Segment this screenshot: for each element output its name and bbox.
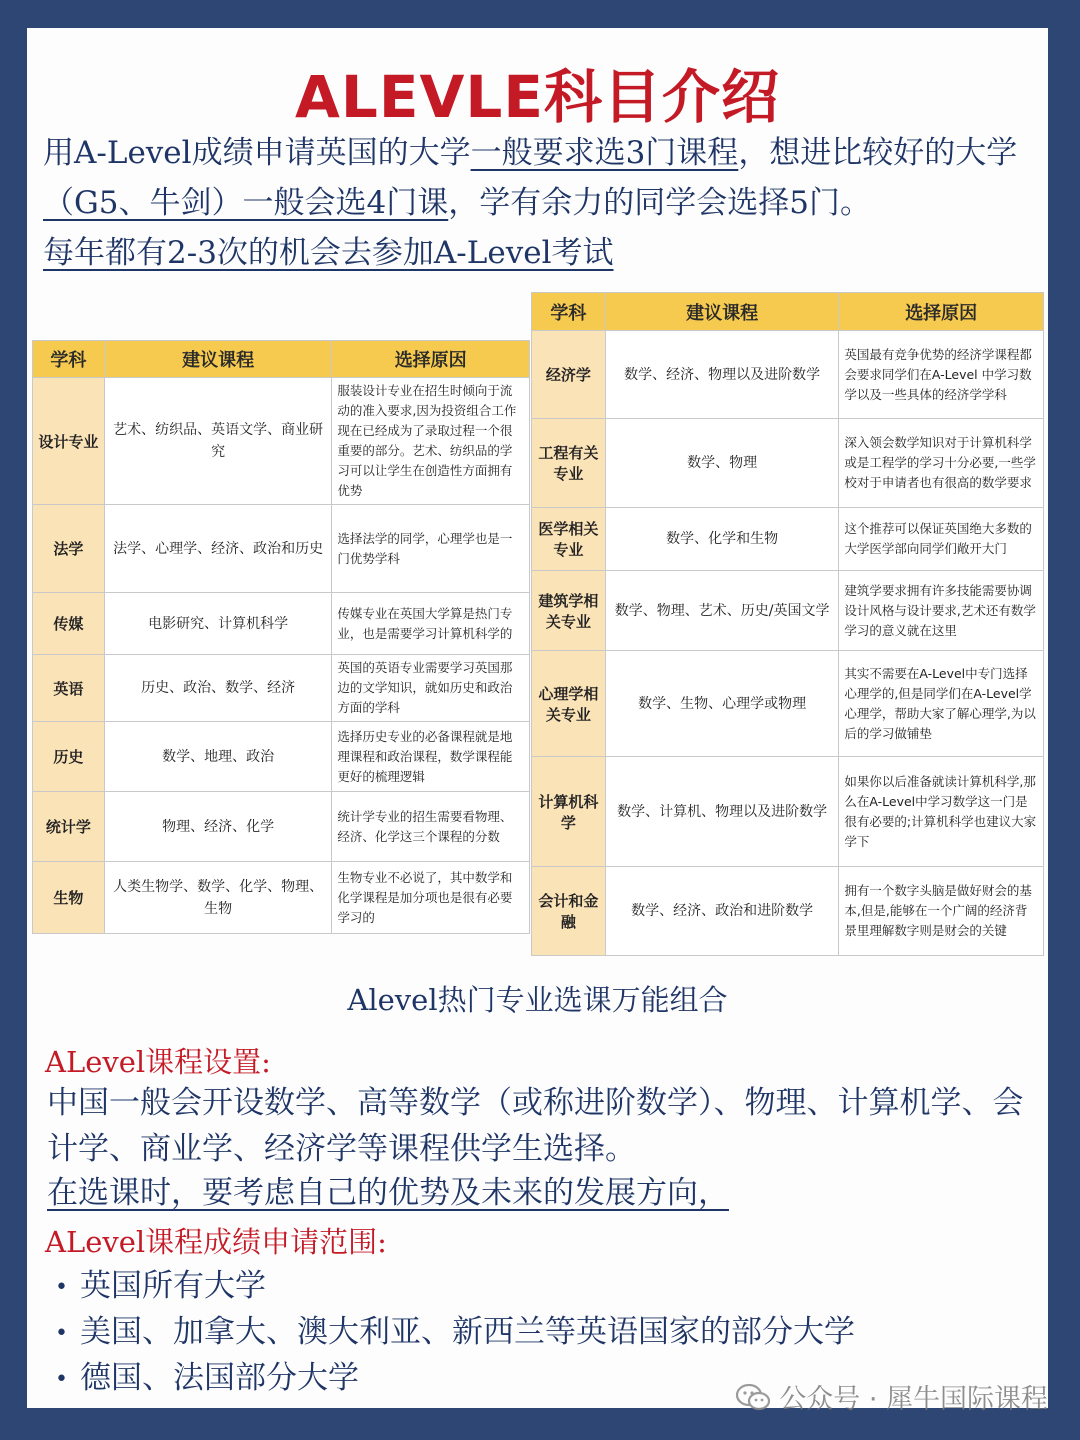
intro-paragraph [43, 128, 1043, 278]
row-courses: 数学、地理、政治 [104, 722, 332, 792]
header-subject: 学科 [532, 293, 606, 331]
row-reason: 这个推荐可以保证英国绝大多数的大学医学部向同学们敞开大门 [839, 508, 1044, 571]
row-subject: 统计学 [33, 792, 105, 862]
row-subject: 英语 [33, 655, 105, 722]
row-subject: 历史 [33, 722, 105, 792]
intro-exam-note: 每年都有2-3次的机会去参加A-Level考试 [43, 235, 614, 271]
row-subject: 设计专业 [33, 378, 105, 505]
list-item [55, 1310, 855, 1356]
setup-note: 在选课时，要考虑自己的优势及未来的发展方向， [47, 1175, 729, 1211]
list-item-text: 英国所有大学 [79, 1268, 266, 1304]
row-courses: 数学、生物、心理学或物理 [605, 651, 839, 757]
row-courses: 数学、化学和生物 [605, 508, 839, 571]
row-subject: 法学 [33, 505, 105, 593]
row-reason: 传媒专业在英国大学算是热门专业，也是需要学习计算机科学的 [332, 593, 530, 655]
row-courses: 数学、经济、物理以及进阶数学 [605, 331, 839, 419]
intro-underline-2: （G5、牛剑）一般会选4门课 [43, 185, 449, 221]
header-subject: 学科 [33, 341, 105, 378]
row-subject: 传媒 [33, 593, 105, 655]
table-row [33, 505, 530, 593]
wechat-icon [735, 1382, 771, 1412]
row-courses: 数学、经济、政治和进阶数学 [605, 867, 839, 956]
row-subject: 工程有关专业 [532, 419, 606, 508]
bullet-icon: • [55, 1321, 68, 1346]
setup-heading: ALevel课程设置: [45, 1045, 271, 1079]
row-reason: 其实不需要在A-Level中专门选择心理学的,但是同学们在A-Level学心理学，帮助大家了解心理学,为以后的学习做铺垫 [839, 651, 1044, 757]
document-page [27, 28, 1048, 1415]
row-reason: 服装设计专业在招生时倾向于流动的准入要求,因为投资组合工作现在已经成为了录取过程一个很重要的部分。艺术、纺织品的学习可以让学生在创造性方面拥有优势 [332, 378, 530, 505]
table-header-row [532, 293, 1044, 331]
section-subheading: Alevel热门专业选课万能组合 [347, 983, 728, 1017]
row-courses: 法学、心理学、经济、政治和历史 [104, 505, 332, 593]
table-row [33, 862, 530, 934]
row-courses: 人类生物学、数学、化学、物理、生物 [104, 862, 332, 934]
setup-body: 中国一般会开设数学、高等数学（或称进阶数学）、物理、计算机学、会计学、商业学、经济学等课程供学生选择。 [47, 1085, 1024, 1167]
row-reason: 建筑学要求拥有许多技能需要协调设计风格与设计要求,艺术还有数学学习的意义就在这里 [839, 571, 1044, 651]
row-reason: 生物专业不必说了，其中数学和化学课程是加分项也是很有必要学习的 [332, 862, 530, 934]
row-courses: 电影研究、计算机科学 [104, 593, 332, 655]
row-subject: 医学相关专业 [532, 508, 606, 571]
row-subject: 心理学相关专业 [532, 651, 606, 757]
table-row [532, 508, 1044, 571]
row-subject: 生物 [33, 862, 105, 934]
row-reason: 深入领会数学知识对于计算机科学或是工程学的学习十分必要,一些学校对于申请者也有很高的数学要求 [839, 419, 1044, 508]
left-subject-table [32, 340, 530, 934]
row-reason: 英国的英语专业需要学习英国那边的文学知识，就如历史和政治方面的学科 [332, 655, 530, 722]
right-subject-table [531, 292, 1044, 956]
row-courses: 数学、物理 [605, 419, 839, 508]
watermark-text: 公众号 · 犀牛国际课程 [779, 1384, 1048, 1415]
table-row [33, 593, 530, 655]
row-courses: 数学、物理、艺术、历史/英国文学 [605, 571, 839, 651]
table-row [33, 655, 530, 722]
page-title: ALEVLE科目介绍 [295, 63, 780, 131]
intro-text: ，学有余力的同学会选择5门。 [448, 185, 871, 221]
table-row [33, 792, 530, 862]
row-reason: 英国最有竞争优势的经济学课程都会要求同学们在A-Level 中学习数学以及一些具体的经济学学科 [839, 331, 1044, 419]
row-reason: 如果你以后准备就读计算机科学,那么在A-Level中学习数学这一门是很有必要的;计算机科学也建议大家学下 [839, 757, 1044, 867]
row-reason: 统计学专业的招生需要看物理、经济、化学这三个课程的分数 [332, 792, 530, 862]
row-courses: 物理、经济、化学 [104, 792, 332, 862]
row-reason: 拥有一个数字头脑是做好财会的基本,但是,能够在一个广阔的经济背景里理解数字则是财会的关键 [839, 867, 1044, 956]
table-row [532, 571, 1044, 651]
header-reason: 选择原因 [332, 341, 530, 378]
row-subject: 计算机科学 [532, 757, 606, 867]
table-row [532, 419, 1044, 508]
table-row [532, 757, 1044, 867]
table-row [532, 867, 1044, 956]
table-row [532, 651, 1044, 757]
list-item-text: 德国、法国部分大学 [79, 1360, 359, 1396]
header-reason: 选择原因 [839, 293, 1044, 331]
row-subject: 建筑学相关专业 [532, 571, 606, 651]
list-item-text: 美国、加拿大、澳大利亚、新西兰等英语国家的部分大学 [79, 1314, 855, 1350]
intro-text: 用A-Level成绩申请英国的大学 [43, 135, 471, 171]
bullet-icon: • [55, 1367, 68, 1392]
header-courses: 建议课程 [104, 341, 332, 378]
row-subject: 会计和金融 [532, 867, 606, 956]
intro-text: ，想进比较好的大学 [738, 135, 1018, 171]
row-subject: 经济学 [532, 331, 606, 419]
header-courses: 建议课程 [605, 293, 839, 331]
row-courses: 数学、计算机、物理以及进阶数学 [605, 757, 839, 867]
table-header-row [33, 341, 530, 378]
row-courses: 历史、政治、数学、经济 [104, 655, 332, 722]
intro-underline-1: 一般要求选3门课程 [470, 135, 739, 171]
bullet-icon: • [55, 1275, 68, 1300]
watermark [735, 1377, 1048, 1416]
row-reason: 选择法学的同学，心理学也是一门优势学科 [332, 505, 530, 593]
table-row [33, 378, 530, 505]
table-row [33, 722, 530, 792]
list-item [55, 1264, 855, 1310]
row-courses: 艺术、纺织品、英语文学、商业研究 [104, 378, 332, 505]
scope-heading: ALevel课程成绩申请范围: [45, 1225, 387, 1259]
row-reason: 选择历史专业的必备课程就是地理课程和政治课程，数学课程能更好的梳理逻辑 [332, 722, 530, 792]
table-row [532, 331, 1044, 419]
